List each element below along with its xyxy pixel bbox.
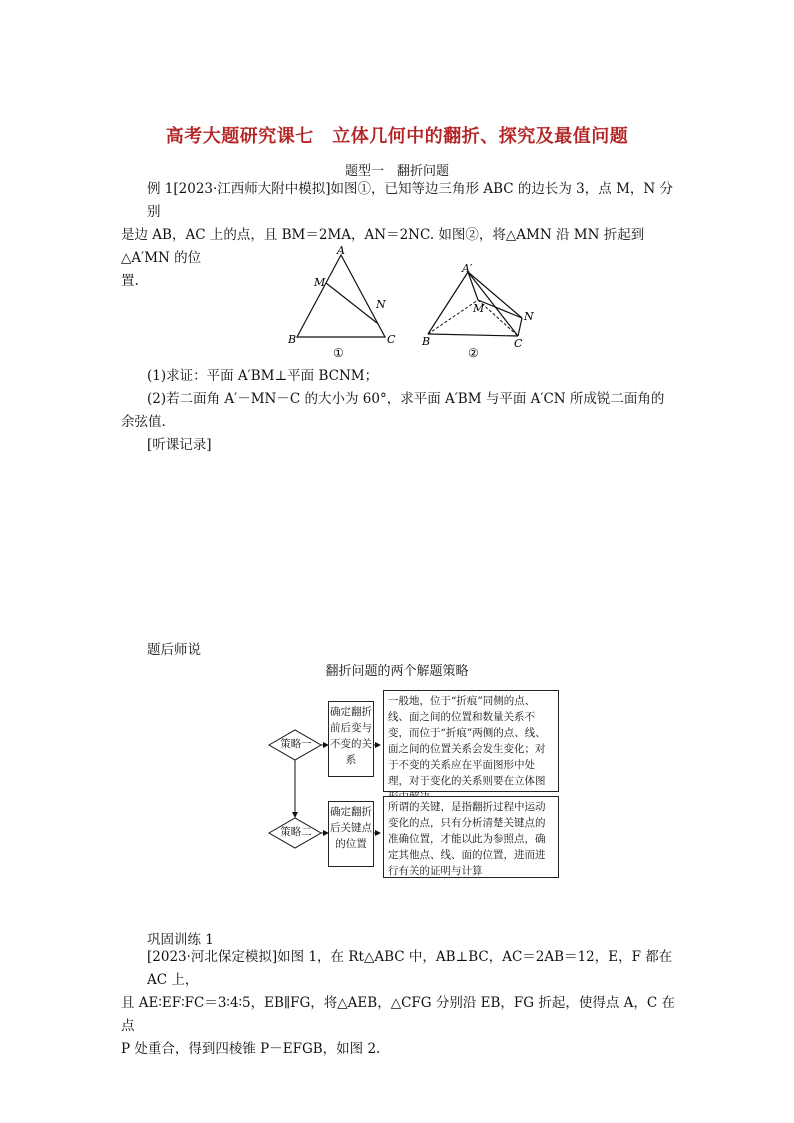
fig1-label-a: A [337,245,345,257]
strategy-2-box: 确定翻折后关键点的位置 [328,801,374,867]
fig2-label-c: C [514,337,523,350]
page-title: 高考大题研究课七 立体几何中的翻折、探究及最值问题 [165,126,629,147]
fig1-label-n: N [376,298,386,311]
practice-line-2: 且 AE∶EF∶FC＝3∶4∶5，EB∥FG，将△AEB，△CFG 分别沿 EB，FG 折起，使得点 A，C 在点 [121,995,676,1034]
questions [121,365,677,457]
fig1-label-b: B [288,333,297,346]
figure-1-triangle [285,245,405,360]
question-2-line-1: (2)若二面角 A′－MN－C 的大小为 60°，求平面 A′BM 与平面 A′CN 所成锐二面角的 [147,391,665,407]
teacher-notes-label: 题后师说 [147,642,201,658]
practice-line-3: P 处重合，得到四棱锥 P－EFGB，如图 2. [121,1041,381,1057]
strategy-title: 翻折问题的两个解题策略 [325,664,469,679]
question-2-line-2: 余弦值. [121,414,166,430]
fig1-label-m: M [314,276,326,289]
fig2-label-m: M [473,302,485,315]
practice-line-1: [2023·河北保定模拟]如图 1，在 Rt△ABC 中，AB⊥BC，AC＝2AB＝12，E，F 都在 AC 上， [147,949,673,988]
example-line-3: 置. [121,273,139,289]
example-text [121,178,677,293]
strategy-2-diamond-label: 策略二 [280,826,312,838]
strategy-2-description: 所谓的关键，是指翻折过程中运动变化的点，只有分析清楚关键点的准确位置，才能以此为参照点，确定其他点、线、面的位置，进而进行有关的证明与计算 [383,796,559,878]
figure-2-folded [420,262,540,362]
example-line-2: 是边 AB，AC 上的点，且 BM＝2MA，AN＝2NC. 如图②，将△AMN 沿 MN 折起到△A′MN 的位 [121,227,645,266]
notes-label: [听课记录] [147,437,212,453]
strategy-1-description: 一般地，位于“折痕”同侧的点、线、面之间的位置和数量关系不变，而位于“折痕”两侧的点、线、面之间的位置关系会发生变化；对于不变的关系应在平面图形中处理，对于变化的关系则要在立体图 [383,690,559,792]
fig1-label-c: C [387,333,396,346]
strategy-1-diamond-label: 策略一 [280,738,312,750]
fig2-label-a-prime: A′ [462,262,473,275]
practice-label: 巩固训练 1 [147,932,214,948]
fig2-label-b: B [422,335,431,348]
example-line-1: 例 1[2023·江西师大附中模拟]如图①，已知等边三角形 ABC 的边长为 3，点 M，N 分别 [147,181,673,220]
practice-text [121,946,677,1061]
strategy-1-box: 确定翻折前后变与不变的关系 [328,701,374,777]
question-1: (1)求证：平面 A′BM⊥平面 BCNM； [147,368,379,384]
fig1-caption: ① [333,346,344,360]
fig2-label-n: N [524,310,534,323]
section-heading: 题型一 翻折问题 [344,164,449,179]
fig2-caption: ② [468,346,479,360]
